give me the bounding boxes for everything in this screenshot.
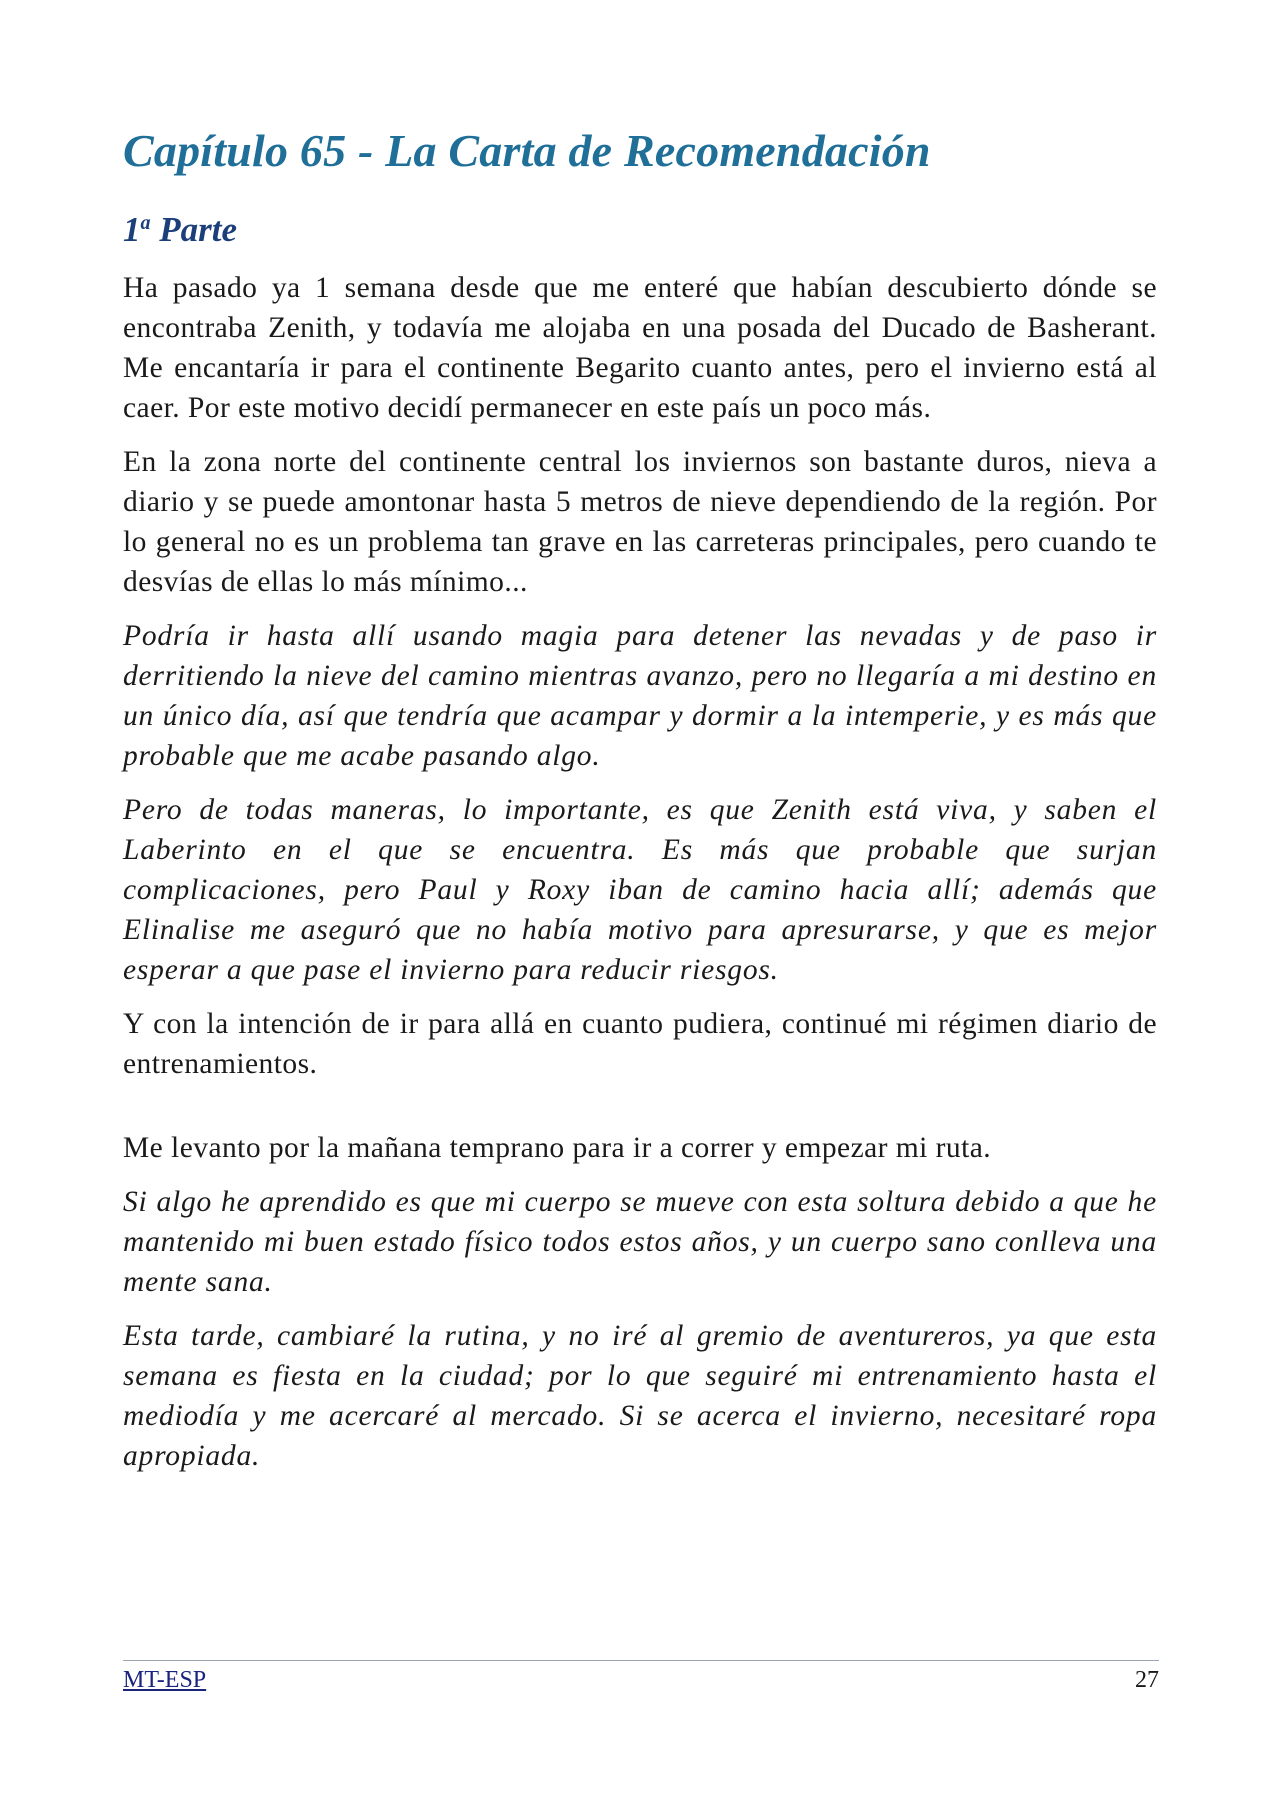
footer-link[interactable]: MT-ESP	[123, 1667, 207, 1693]
paragraph-thought: Si algo he aprendido es que mi cuerpo se mueve con esta soltura debido a que he mantenido mi buen estado físico todos estos años, y un cuerpo sano conlleva una mente sana.	[123, 1186, 1157, 1298]
paragraph: Ha pasado ya 1 semana desde que me enteré que habían descubierto dónde se encontraba Zenith, y todavía me alojaba en una posada del Ducado de Basherant. Me encantaría ir para el continente Begarito cuanto antes, pero el invierno está al caer. Por este motivo decidí permanecer en este país un poco más.	[123, 272, 1157, 424]
part-ordinal-superscript: a	[140, 212, 151, 234]
paragraph: En la zona norte del continente central los inviernos son bastante duros, nieva a diario y se puede amontonar hasta 5 metros de nieve dependiendo de la región. Por lo general no es un problema tan grave en las carreteras principales, pero cuando te desvías de ellas lo más mínimo...	[123, 446, 1157, 598]
part-label: Parte	[159, 210, 238, 249]
paragraph-thought: Podría ir hasta allí usando magia para detener las nevadas y de paso ir derritiendo la nieve del camino mientras avanzo, pero no llegaría a mi destino en un único día, así que tendría que acampar y dormir a la intemperie, y es más que probable que me acabe pasando algo.	[123, 620, 1157, 772]
paragraph: Y con la intención de ir para allá en cuanto pudiera, continué mi régimen diario de entrenamientos.	[123, 1008, 1157, 1080]
page-content	[123, 118, 1157, 1490]
page-number: 27	[1135, 1667, 1159, 1693]
paragraph-thought: Pero de todas maneras, lo importante, es que Zenith está viva, y saben el Laberinto en el que se encuentra. Es más que probable que surjan complicaciones, pero Paul y Roxy iban de camino hacia allí; además que Elinalise me aseguró que no había motivo para apresurarse, y que es mejor esperar a que pase el invierno para reducir riesgos.	[123, 794, 1157, 986]
part-number: 1	[123, 210, 141, 249]
chapter-title: Capítulo 65 - La Carta de Recomendación	[123, 125, 931, 176]
part-heading	[123, 206, 1157, 254]
paragraph: Me levanto por la mañana temprano para ir a correr y empezar mi ruta.	[123, 1132, 992, 1164]
paragraph-thought: Esta tarde, cambiaré la rutina, y no iré al gremio de aventureros, ya que esta semana es fiesta en la ciudad; por lo que seguiré mi entrenamiento hasta el mediodía y me acercaré al mercado. Si se acerca el invierno, necesitaré ropa apropiada.	[123, 1320, 1157, 1472]
page-footer	[123, 1660, 1159, 1695]
